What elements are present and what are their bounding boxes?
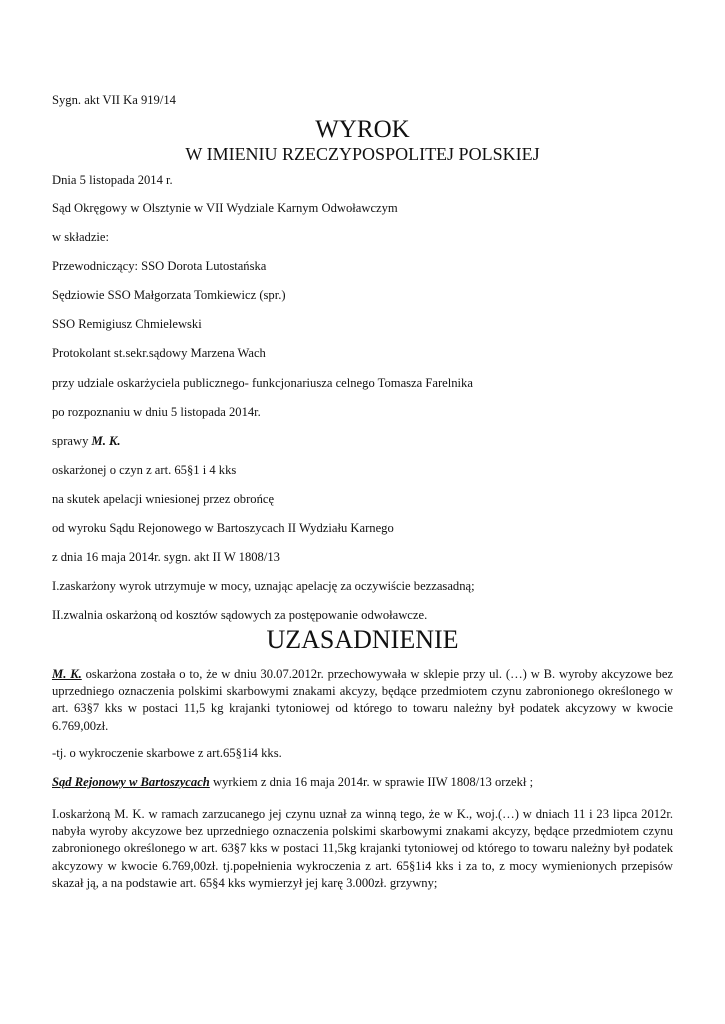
composition-label: w składzie: [52, 230, 110, 244]
document-subtitle: W IMIENIU RZECZYPOSPOLITEJ POLSKIEJ [185, 144, 540, 164]
appeal: na skutek apelacji wniesionej przez obrońcę [52, 492, 275, 506]
court-name: Sąd Okręgowy w Olsztynie w VII Wydziale Karnym Odwoławczym [52, 201, 398, 215]
defendant-name: M. K. [52, 667, 82, 681]
ruling-2: II.zwalnia oskarżoną od kosztów sądowych za postępowanie odwoławcze. [52, 608, 428, 622]
justification-paragraph-4: I.oskarżoną M. K. w ramach zarzucanego jej czynu uznał za winną tego, że w K., woj.(…) w dniach 11 i 23 lipca 2012r. nabyła wyroby akcyzowe bez uprzedniego oznaczenia polskimi skarbowymi znakami akcyzy, będące przedmiotem czynu zabronionego określonego w art. 63§7 kks w postaci 11,5kg krajanki tytoniowej od którego to towaru należny był podatek akcyzowy w kwocie 6.769,00zł. tj.popełnienia wykroczenia z art. 65§1i4 kks i za to, z mocy wymienionych przepisów skazał ją, a na podstawie art. 65§4 kks wymierzył jej karę 3.000zł. grzywny; [52, 807, 673, 890]
charge: oskarżonej o czyn z art. 65§1 i 4 kks [52, 463, 237, 477]
paragraph-1-text: oskarżona została o to, że w dniu 30.07.2012r. przechowywała w sklepie przy ul. (…) w B. wyroby akcyzowe bez uprzedniego oznaczenia polskimi skarbowymi znakami akcyzy, będące przedmiotem czynu zabronionego określonego w art. 63§7 kks w postaci 11,5 kg krajanki tytoniowej od którego to towaru należny był podatek akcyzowy w kwocie 6.769,00zł. [52, 667, 674, 733]
justification-title: UZASADNIENIE [266, 625, 459, 654]
presiding-judge: Przewodniczący: SSO Dorota Lutostańska [52, 259, 267, 273]
lower-court-name: Sąd Rejonowy w Bartoszycach [52, 775, 210, 789]
case-party-name: M. K. [91, 434, 121, 448]
judge-second: SSO Remigiusz Chmielewski [52, 317, 202, 331]
justification-paragraph-1 [52, 666, 673, 735]
justification-paragraph-3 [52, 774, 533, 790]
case-signature: Sygn. akt VII Ka 919/14 [52, 93, 176, 107]
ruling-1: I.zaskarżony wyrok utrzymuje w mocy, uznając apelację za oczywiście bezzasadną; [52, 579, 475, 593]
case-prefix: sprawy [52, 434, 92, 448]
paragraph-3-text: wyrkiem z dnia 16 maja 2014r. w sprawie IIW 1808/13 orzekł ; [209, 775, 534, 789]
lower-court-judgment: od wyroku Sądu Rejonowego w Bartoszycach II Wydziału Karnego [52, 521, 394, 535]
judgment-date: Dnia 5 listopada 2014 r. [52, 173, 173, 187]
judges: Sędziowie SSO Małgorzata Tomkiewicz (spr.) [52, 288, 286, 302]
document-title: WYROK [315, 116, 410, 143]
case-line [52, 433, 121, 449]
prosecutor: przy udziale oskarżyciela publicznego- funkcjonariusza celnego Tomasza Farelnika [52, 376, 473, 390]
court-clerk: Protokolant st.sekr.sądowy Marzena Wach [52, 346, 266, 360]
justification-paragraph-2: -tj. o wykroczenie skarbowe z art.65§1i4 kks. [52, 746, 282, 760]
lower-court-judgment-date: z dnia 16 maja 2014r. sygn. akt II W 1808/13 [52, 550, 280, 564]
hearing-date: po rozpoznaniu w dniu 5 listopada 2014r. [52, 405, 261, 419]
